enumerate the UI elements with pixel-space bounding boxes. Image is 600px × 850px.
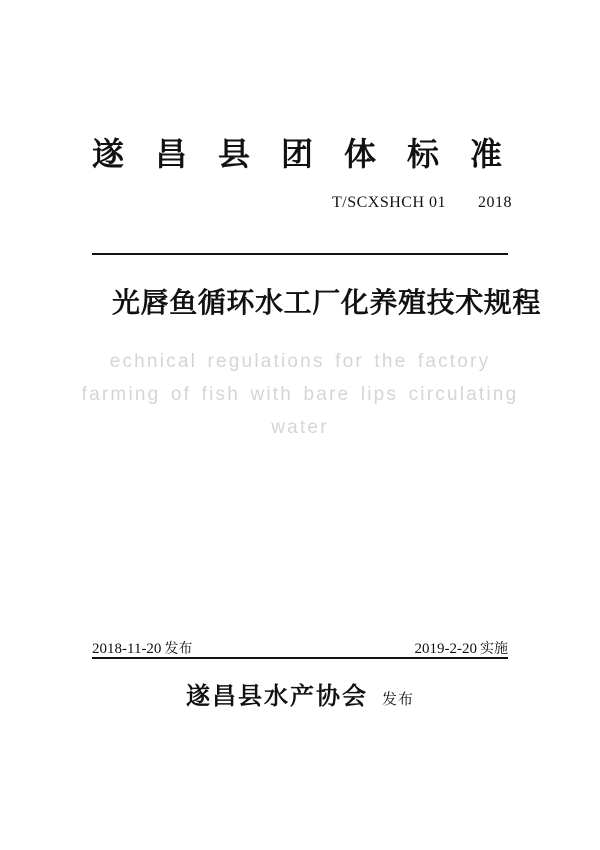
document-title-en [0,345,600,444]
document-title-en-line3: water [271,417,329,438]
effective-date-label: 实施 [480,640,508,656]
footer-divider-rule [92,657,508,659]
issuer-name: 遂昌县水产协会 [185,683,368,710]
document-title-en-line2: farming of fish with bare lips circulating [81,384,519,405]
issue-date-label: 发布 [164,640,193,656]
document-title-cn: 光唇鱼循环水工厂化养殖技术规程 [112,287,542,318]
issue-date: 2018-11-20 [92,641,162,657]
effective-date: 2019-2-20 [414,641,477,657]
issuer-action-label: 发布 [381,691,414,708]
standard-number-code: T/SCXSHCH 01 [332,194,447,211]
standard-number-year: 2018 [478,194,513,211]
header-divider-rule [92,253,508,255]
issuer-row [0,676,600,711]
dates-row [92,638,508,658]
effective-date-group [415,638,509,658]
standard-number [332,194,512,212]
org-standard-title: 遂昌县团体标准 [92,136,534,172]
document-title-en-line1: echnical regulations for the factory [109,351,491,372]
issue-date-group [92,638,192,658]
